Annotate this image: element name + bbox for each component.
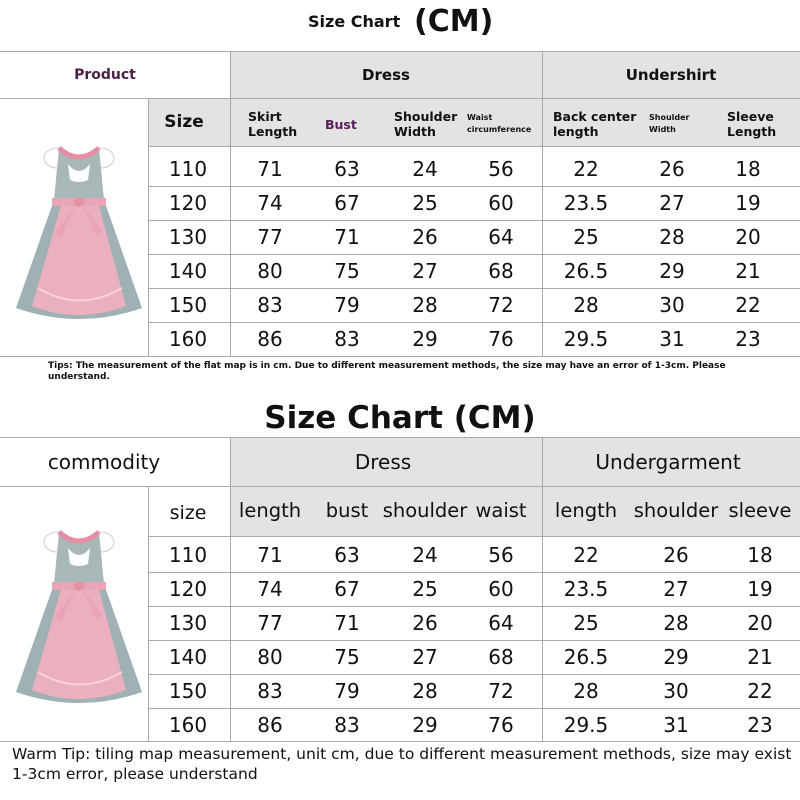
chart1-value-cell: 27 — [412, 259, 438, 283]
chart1-col-header — [394, 104, 466, 144]
chart1-col-header — [649, 104, 719, 144]
chart2-size-cell: 120 — [168, 577, 208, 601]
chart2-size-cell: 160 — [168, 713, 208, 737]
dress-image — [14, 522, 144, 712]
chart1-value-cell: 22 — [573, 157, 599, 181]
chart2-value-cell: 27 — [663, 577, 689, 601]
chart2-value-cell: 24 — [412, 543, 438, 567]
chart1-col-header — [553, 104, 645, 144]
chart2-col-header: shoulder — [633, 498, 719, 522]
chart1-value-cell: 21 — [735, 259, 761, 283]
chart2-col-header: length — [238, 498, 302, 522]
chart1-value-cell: 29 — [659, 259, 685, 283]
chart1-value-cell: 18 — [735, 157, 761, 181]
chart1-value-cell: 29 — [412, 327, 438, 351]
chart1-title-large: (CM) — [414, 4, 494, 39]
chart1-col-header-line: Skirt — [248, 109, 282, 124]
chart1-value-cell: 23.5 — [563, 191, 609, 215]
chart1-value-cell: 83 — [257, 293, 283, 317]
chart2-value-cell: 76 — [488, 713, 514, 737]
chart2-value-cell: 75 — [334, 645, 360, 669]
chart2-value-cell: 22 — [573, 543, 599, 567]
chart1-col-header-line: Back center — [553, 109, 637, 124]
chart1-value-cell: 22 — [735, 293, 761, 317]
chart2-value-cell: 18 — [747, 543, 773, 567]
chart1-col-header-line: Bust — [325, 116, 357, 132]
chart1-size-cell: 140 — [168, 259, 208, 283]
chart1-dress-group: Dress — [362, 66, 410, 84]
chart1-value-cell: 26 — [412, 225, 438, 249]
chart1-undershirt-group: Undershirt — [625, 66, 717, 84]
chart1-value-cell: 27 — [659, 191, 685, 215]
chart2-size-cell: 140 — [168, 645, 208, 669]
chart1-col-header-line: Width — [649, 125, 676, 134]
chart1-col-header-line: Waist — [467, 113, 493, 122]
chart1-value-cell: 75 — [334, 259, 360, 283]
chart2-value-cell: 63 — [334, 543, 360, 567]
chart2-col-header: waist — [475, 498, 527, 522]
chart2-col-header: shoulder — [382, 498, 468, 522]
chart1-size-label: Size — [164, 112, 204, 132]
chart2-value-cell: 27 — [412, 645, 438, 669]
chart2-size-cell: 110 — [168, 543, 208, 567]
chart1-col-header-line: Shoulder — [649, 113, 690, 122]
chart2-size-label: size — [169, 502, 207, 524]
chart2-line — [0, 486, 800, 487]
chart2-commodity-label: commodity — [47, 450, 161, 474]
chart2-col-header: sleeve — [728, 498, 792, 522]
chart1-value-cell: 28 — [659, 225, 685, 249]
chart2-value-cell: 28 — [573, 679, 599, 703]
chart2-line — [148, 536, 800, 537]
chart2-value-cell: 79 — [334, 679, 360, 703]
chart1-value-cell: 31 — [659, 327, 685, 351]
chart1-value-cell: 26.5 — [563, 259, 609, 283]
chart2-value-cell: 83 — [257, 679, 283, 703]
chart1-value-cell: 28 — [573, 293, 599, 317]
chart1-col-header-line: Sleeve — [727, 109, 774, 124]
chart1-col-header-line: Length — [248, 124, 298, 139]
chart2-value-cell: 29.5 — [563, 713, 609, 737]
chart2-undergarment-group: Undergarment — [595, 450, 741, 474]
chart1-value-cell: 64 — [488, 225, 514, 249]
chart2-value-cell: 83 — [334, 713, 360, 737]
chart1-value-cell: 77 — [257, 225, 283, 249]
chart1-col-header-line: length — [553, 124, 599, 139]
chart2-value-cell: 26.5 — [563, 645, 609, 669]
chart1-value-cell: 20 — [735, 225, 761, 249]
chart1-size-cell: 110 — [168, 157, 208, 181]
chart1-line — [148, 146, 800, 147]
chart1-value-cell: 76 — [488, 327, 514, 351]
chart1-value-cell: 19 — [735, 191, 761, 215]
chart2-value-cell: 23 — [747, 713, 773, 737]
chart1-title — [0, 4, 800, 44]
chart1-col-header — [727, 104, 793, 144]
chart1-value-cell: 25 — [573, 225, 599, 249]
chart2-value-cell: 23.5 — [563, 577, 609, 601]
chart2-value-cell: 71 — [334, 611, 360, 635]
chart1-col-header-line: circumference — [467, 125, 532, 134]
chart1-value-cell: 24 — [412, 157, 438, 181]
chart1-size-cell: 150 — [168, 293, 208, 317]
chart2-value-cell: 67 — [334, 577, 360, 601]
chart2-value-cell: 77 — [257, 611, 283, 635]
chart1-value-cell: 79 — [334, 293, 360, 317]
chart1-col-header — [248, 104, 318, 144]
chart2-value-cell: 64 — [488, 611, 514, 635]
chart2-col-header: bust — [325, 498, 369, 522]
chart2-value-cell: 26 — [663, 543, 689, 567]
chart1-value-cell: 68 — [488, 259, 514, 283]
chart2-col-header: length — [554, 498, 618, 522]
chart1-value-cell: 26 — [659, 157, 685, 181]
chart2-value-cell: 22 — [747, 679, 773, 703]
chart1-value-cell: 29.5 — [563, 327, 609, 351]
chart2-value-cell: 28 — [412, 679, 438, 703]
chart1-size-cell: 120 — [168, 191, 208, 215]
chart1-size-cell: 160 — [168, 327, 208, 351]
chart1-title-small: Size Chart — [308, 12, 401, 31]
dress-image — [14, 138, 144, 328]
chart2-value-cell: 56 — [488, 543, 514, 567]
chart1-value-cell: 67 — [334, 191, 360, 215]
chart1-value-cell: 23 — [735, 327, 761, 351]
chart2-value-cell: 74 — [257, 577, 283, 601]
chart2-value-cell: 20 — [747, 611, 773, 635]
chart1-value-cell: 71 — [334, 225, 360, 249]
chart2-value-cell: 31 — [663, 713, 689, 737]
chart1-value-cell: 60 — [488, 191, 514, 215]
chart1-value-cell: 56 — [488, 157, 514, 181]
chart1-col-header-line: Width — [394, 124, 436, 139]
chart2-size-cell: 130 — [168, 611, 208, 635]
chart1-col-header-line: Shoulder — [394, 109, 458, 124]
chart1-col-header — [325, 104, 385, 144]
chart2-value-cell: 71 — [257, 543, 283, 567]
chart1-value-cell: 74 — [257, 191, 283, 215]
chart2-value-cell: 25 — [412, 577, 438, 601]
chart1-col-header-line: Length — [727, 124, 777, 139]
chart2-title: Size Chart (CM) — [264, 400, 536, 436]
chart2-value-cell: 80 — [257, 645, 283, 669]
chart2-value-cell: 60 — [488, 577, 514, 601]
chart1-size-cell: 130 — [168, 225, 208, 249]
chart1-value-cell: 30 — [659, 293, 685, 317]
chart1-value-cell: 72 — [488, 293, 514, 317]
chart1-value-cell: 80 — [257, 259, 283, 283]
chart2-value-cell: 25 — [573, 611, 599, 635]
chart1-col-header — [467, 104, 543, 144]
chart1-product-label: Product — [74, 67, 136, 83]
chart2-value-cell: 21 — [747, 645, 773, 669]
chart2-value-cell: 72 — [488, 679, 514, 703]
chart2-size-cell: 150 — [168, 679, 208, 703]
chart1-tip: Tips: The measurement of the flat map is in cm. Due to different measurement methods, the size may have an error of 1-3cm. Please understand. — [48, 361, 726, 382]
chart2-tip: Warm Tip: tiling map measurement, unit cm, due to different measurement methods, size may exist 1-3cm error, please understand — [12, 745, 792, 783]
chart2-value-cell: 29 — [663, 645, 689, 669]
chart2-value-cell: 28 — [663, 611, 689, 635]
chart2-value-cell: 19 — [747, 577, 773, 601]
chart2-value-cell: 68 — [488, 645, 514, 669]
chart1-value-cell: 28 — [412, 293, 438, 317]
chart2-value-cell: 30 — [663, 679, 689, 703]
chart1-line — [0, 98, 800, 99]
chart1-value-cell: 63 — [334, 157, 360, 181]
chart2-value-cell: 29 — [412, 713, 438, 737]
chart1-value-cell: 83 — [334, 327, 360, 351]
chart1-line — [0, 356, 800, 357]
chart2-value-cell: 26 — [412, 611, 438, 635]
chart1-value-cell: 71 — [257, 157, 283, 181]
chart1-value-cell: 86 — [257, 327, 283, 351]
chart2-dress-group: Dress — [354, 450, 412, 474]
chart1-value-cell: 25 — [412, 191, 438, 215]
chart2-value-cell: 86 — [257, 713, 283, 737]
